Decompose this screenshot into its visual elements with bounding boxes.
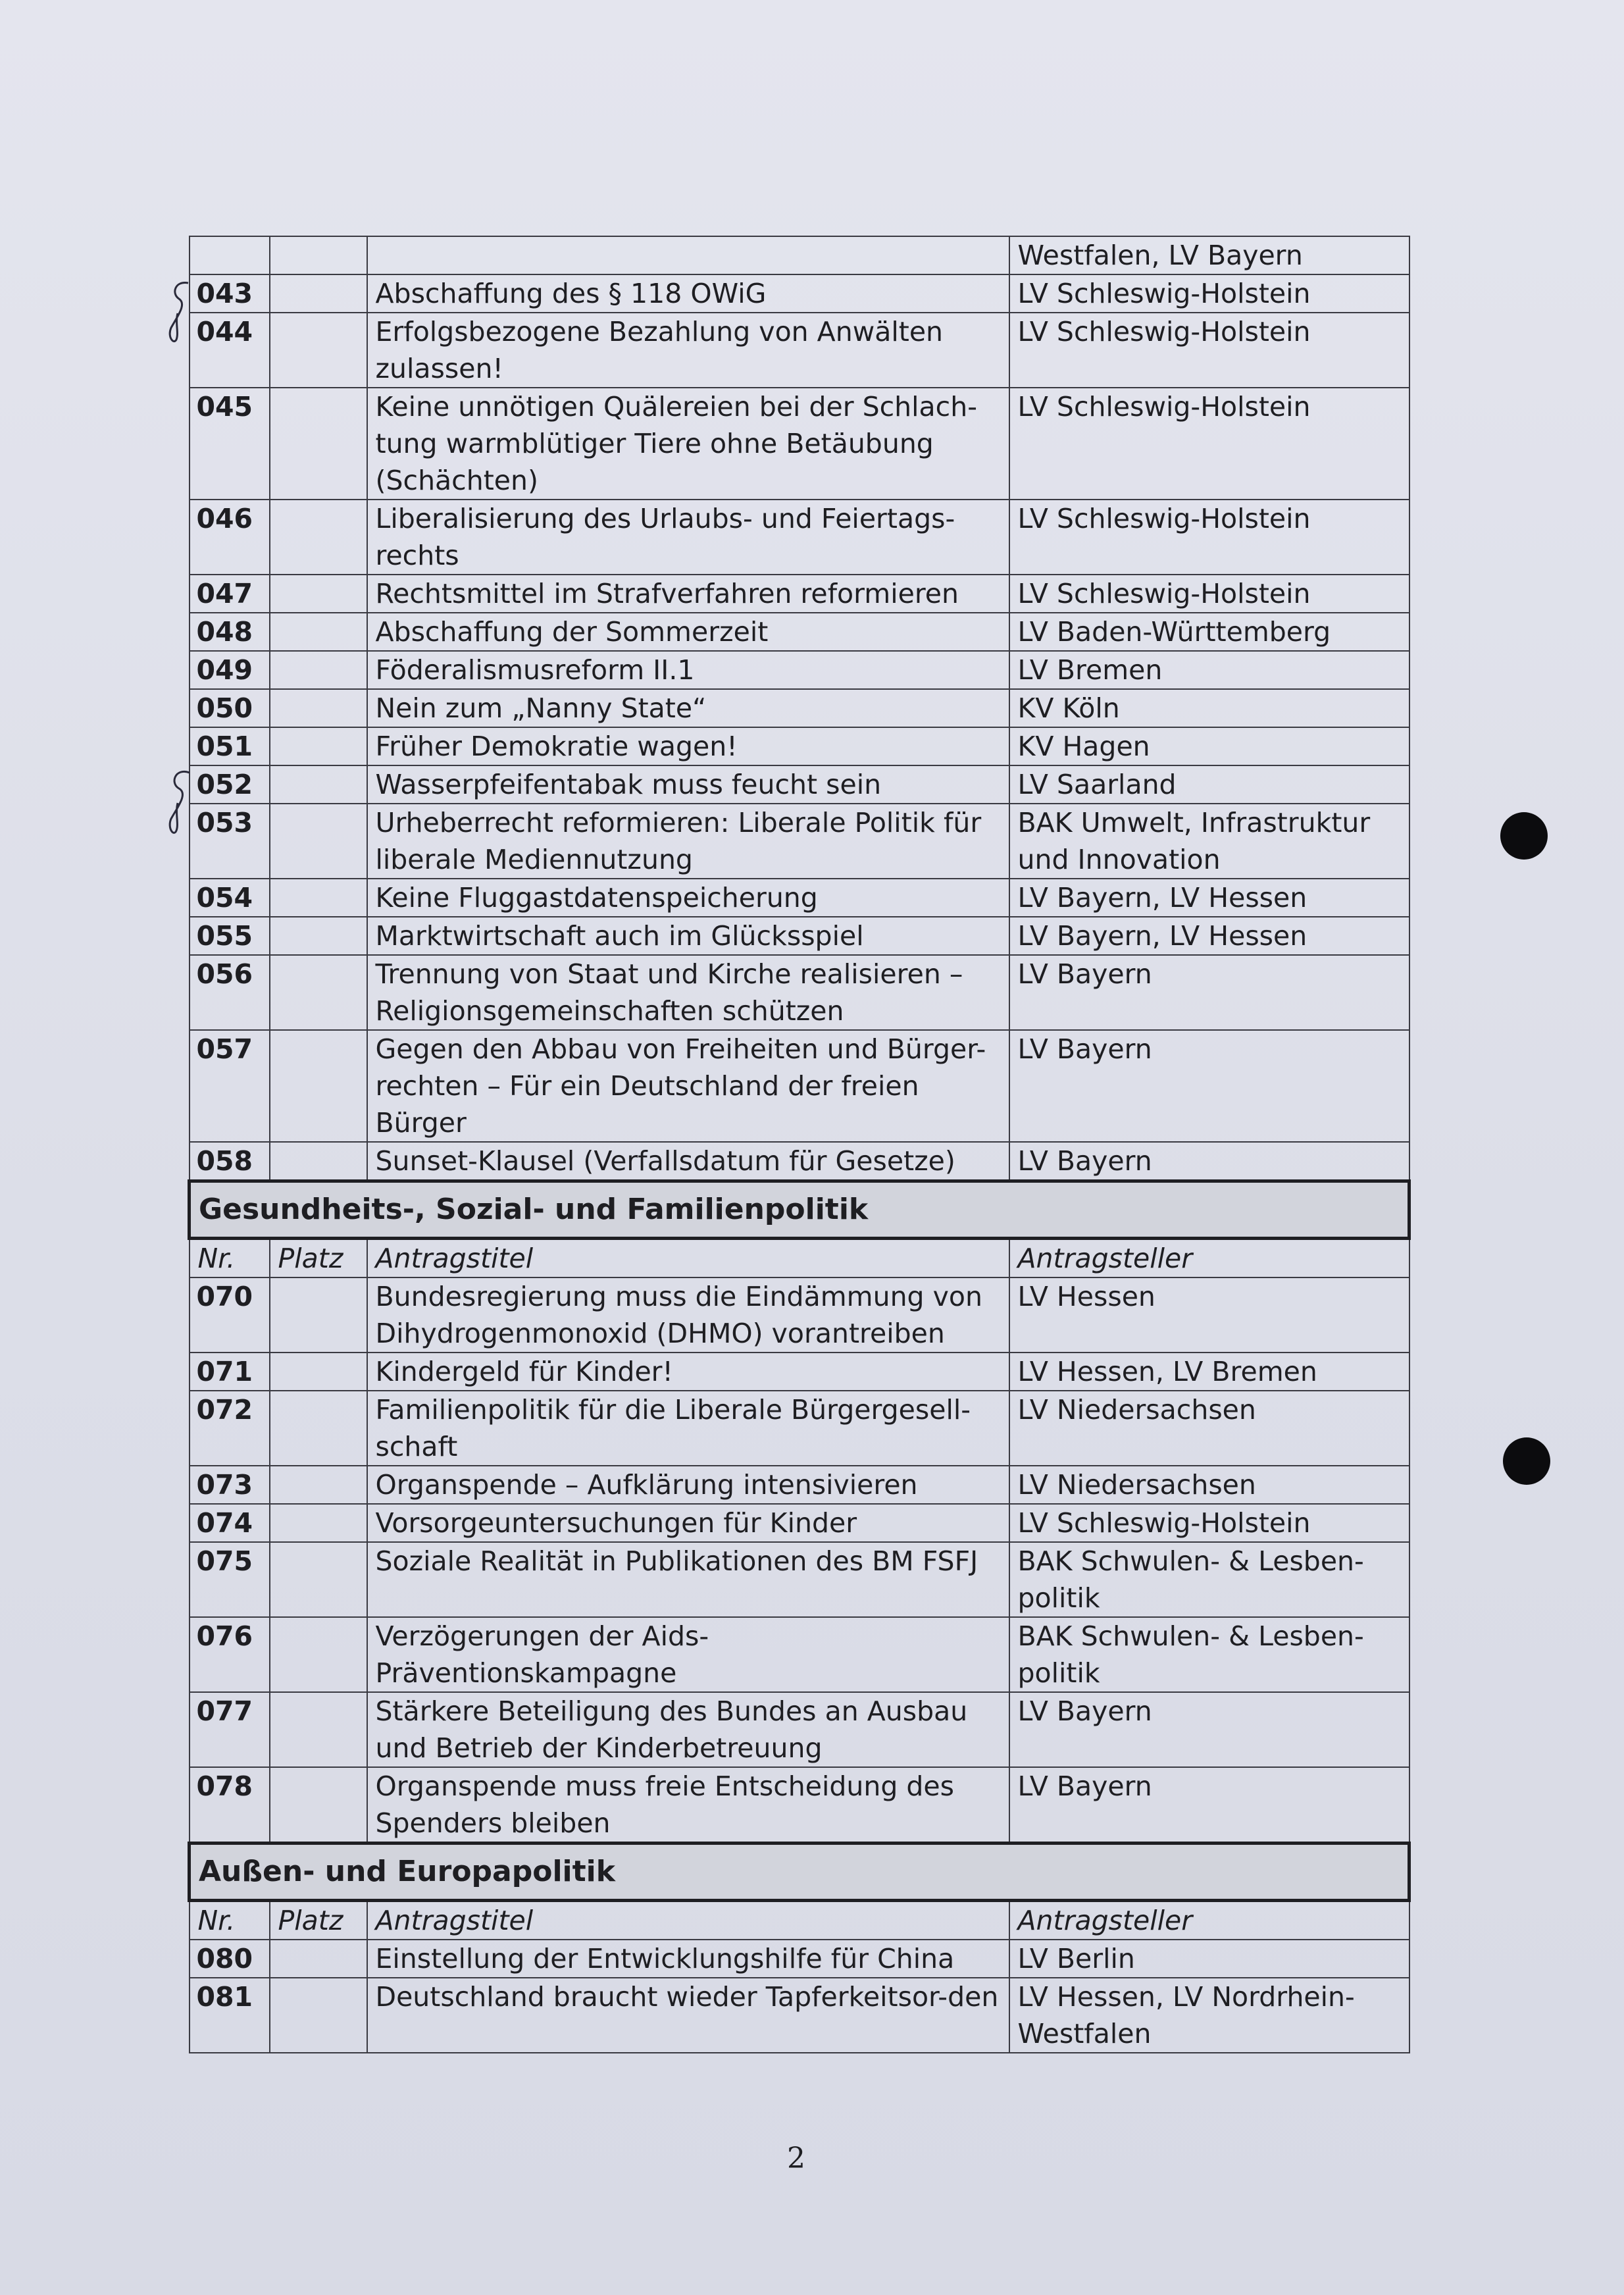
header-nr: Nr. — [190, 1239, 270, 1278]
row-nr: 071 — [190, 1353, 270, 1391]
row-antragsteller: BAK Umwelt, Infrastruktur und Innovation — [1009, 804, 1409, 879]
row-nr: 077 — [190, 1692, 270, 1767]
table-row — [190, 1617, 1409, 1692]
row-titel: Organspende muss freie Entscheidung des Spenders bleiben — [367, 1767, 1009, 1844]
row-titel — [367, 236, 1009, 274]
row-nr: 072 — [190, 1391, 270, 1466]
table-row — [190, 689, 1409, 727]
page-number: 2 — [787, 2142, 805, 2175]
row-platz — [270, 1030, 367, 1142]
row-nr: 047 — [190, 575, 270, 613]
table-row — [190, 613, 1409, 651]
row-titel: Organspende – Aufklärung intensivieren — [367, 1466, 1009, 1504]
table-row — [190, 879, 1409, 917]
row-nr: 055 — [190, 917, 270, 955]
table-row — [190, 274, 1409, 313]
row-platz — [270, 274, 367, 313]
row-titel: Kindergeld für Kinder! — [367, 1353, 1009, 1391]
row-antragsteller: LV Bayern, LV Hessen — [1009, 917, 1409, 955]
table-row — [190, 955, 1409, 1030]
table-row — [190, 1466, 1409, 1504]
table-row — [190, 388, 1409, 500]
row-antragsteller: KV Hagen — [1009, 727, 1409, 765]
table-row — [190, 1978, 1409, 2053]
row-platz — [270, 1767, 367, 1844]
row-platz — [270, 1978, 367, 2053]
row-platz — [270, 1542, 367, 1617]
row-antragsteller: LV Hessen, LV Bremen — [1009, 1353, 1409, 1391]
header-titel: Antragstitel — [367, 1239, 1009, 1278]
row-antragsteller: LV Berlin — [1009, 1940, 1409, 1978]
row-platz — [270, 500, 367, 575]
row-nr: 073 — [190, 1466, 270, 1504]
punch-hole-bottom — [1503, 1437, 1550, 1485]
header-titel: Antragstitel — [367, 1901, 1009, 1940]
row-platz — [270, 917, 367, 955]
header-platz: Platz — [270, 1239, 367, 1278]
row-antragsteller: LV Bayern, LV Hessen — [1009, 879, 1409, 917]
row-antragsteller: LV Schleswig-Holstein — [1009, 274, 1409, 313]
row-platz — [270, 765, 367, 804]
table-row — [190, 1542, 1409, 1617]
row-antragsteller: LV Saarland — [1009, 765, 1409, 804]
table-row-continued — [190, 236, 1409, 274]
table-row — [190, 727, 1409, 765]
row-nr: 056 — [190, 955, 270, 1030]
row-platz — [270, 689, 367, 727]
row-nr: 070 — [190, 1277, 270, 1353]
row-titel: Rechtsmittel im Strafverfahren reformieren — [367, 575, 1009, 613]
table-row — [190, 1030, 1409, 1142]
column-header-row — [190, 1239, 1409, 1278]
table-row — [190, 1692, 1409, 1767]
row-nr: 078 — [190, 1767, 270, 1844]
table-row — [190, 1504, 1409, 1542]
row-antragsteller: LV Baden-Württemberg — [1009, 613, 1409, 651]
header-antragsteller: Antragsteller — [1009, 1901, 1409, 1940]
row-titel: Sunset-Klausel (Verfallsdatum für Gesetze) — [367, 1142, 1009, 1181]
row-nr — [190, 236, 270, 274]
row-antragsteller: LV Schleswig-Holstein — [1009, 388, 1409, 500]
row-platz — [270, 575, 367, 613]
row-platz — [270, 1692, 367, 1767]
row-platz — [270, 804, 367, 879]
row-antragsteller: LV Schleswig-Holstein — [1009, 500, 1409, 575]
row-antragsteller: BAK Schwulen- & Lesben-politik — [1009, 1617, 1409, 1692]
row-antragsteller: Westfalen, LV Bayern — [1009, 236, 1409, 274]
row-titel: Erfolgsbezogene Bezahlung von Anwälten zulassen! — [367, 313, 1009, 388]
row-titel: Keine unnötigen Quälereien bei der Schlach-tung warmblütiger Tiere ohne Betäubung (Schächten) — [367, 388, 1009, 500]
row-platz — [270, 388, 367, 500]
row-nr: 074 — [190, 1504, 270, 1542]
table-row — [190, 1940, 1409, 1978]
row-titel: Verzögerungen der Aids-Präventionskampagne — [367, 1617, 1009, 1692]
table-row — [190, 1391, 1409, 1466]
row-platz — [270, 955, 367, 1030]
header-nr: Nr. — [190, 1901, 270, 1940]
row-nr: 053 — [190, 804, 270, 879]
row-nr: 049 — [190, 651, 270, 689]
table-row — [190, 804, 1409, 879]
table-row — [190, 1353, 1409, 1391]
row-antragsteller: LV Niedersachsen — [1009, 1391, 1409, 1466]
table-row — [190, 1142, 1409, 1181]
row-antragsteller: LV Hessen — [1009, 1277, 1409, 1353]
row-antragsteller: LV Bayern — [1009, 1767, 1409, 1844]
row-platz — [270, 1277, 367, 1353]
row-antragsteller: LV Bayern — [1009, 1692, 1409, 1767]
row-antragsteller: BAK Schwulen- & Lesben-politik — [1009, 1542, 1409, 1617]
header-antragsteller: Antragsteller — [1009, 1239, 1409, 1278]
table-row — [190, 575, 1409, 613]
row-nr: 076 — [190, 1617, 270, 1692]
row-titel: Wasserpfeifentabak muss feucht sein — [367, 765, 1009, 804]
handwritten-check-mark-2 — [161, 763, 196, 842]
row-antragsteller: LV Hessen, LV Nordrhein-Westfalen — [1009, 1978, 1409, 2053]
row-nr: 052 — [190, 765, 270, 804]
row-titel: Deutschland braucht wieder Tapferkeitsor-den — [367, 1978, 1009, 2053]
row-titel: Liberalisierung des Urlaubs- und Feiertags-rechts — [367, 500, 1009, 575]
row-nr: 054 — [190, 879, 270, 917]
row-titel: Keine Fluggastdatenspeicherung — [367, 879, 1009, 917]
row-titel: Stärkere Beteiligung des Bundes an Ausbau und Betrieb der Kinderbetreuung — [367, 1692, 1009, 1767]
section-title: Gesundheits-, Sozial- und Familienpolitik — [190, 1181, 1409, 1239]
row-nr: 057 — [190, 1030, 270, 1142]
table-row — [190, 500, 1409, 575]
row-titel: Marktwirtschaft auch im Glücksspiel — [367, 917, 1009, 955]
row-nr: 043 — [190, 274, 270, 313]
header-platz: Platz — [270, 1901, 367, 1940]
column-header-row — [190, 1901, 1409, 1940]
row-titel: Soziale Realität in Publikationen des BM FSFJ — [367, 1542, 1009, 1617]
motion-table — [188, 236, 1411, 2053]
table-row — [190, 765, 1409, 804]
row-nr: 051 — [190, 727, 270, 765]
section-header-gesundheit — [190, 1181, 1409, 1239]
punch-hole-top — [1500, 812, 1548, 860]
row-titel: Bundesregierung muss die Eindämmung von Dihydrogenmonoxid (DHMO) vorantreiben — [367, 1277, 1009, 1353]
row-nr: 080 — [190, 1940, 270, 1978]
row-nr: 075 — [190, 1542, 270, 1617]
row-titel: Familienpolitik für die Liberale Bürgergesell-schaft — [367, 1391, 1009, 1466]
row-titel: Abschaffung der Sommerzeit — [367, 613, 1009, 651]
row-platz — [270, 1353, 367, 1391]
table-row — [190, 1767, 1409, 1844]
row-antragsteller: LV Bremen — [1009, 651, 1409, 689]
row-platz — [270, 879, 367, 917]
row-platz — [270, 1504, 367, 1542]
row-antragsteller: LV Bayern — [1009, 1030, 1409, 1142]
table-row — [190, 651, 1409, 689]
row-antragsteller: LV Schleswig-Holstein — [1009, 1504, 1409, 1542]
row-platz — [270, 1142, 367, 1181]
row-platz — [270, 1466, 367, 1504]
row-nr: 048 — [190, 613, 270, 651]
row-platz — [270, 1940, 367, 1978]
row-antragsteller: LV Schleswig-Holstein — [1009, 575, 1409, 613]
row-antragsteller: KV Köln — [1009, 689, 1409, 727]
row-antragsteller: LV Niedersachsen — [1009, 1466, 1409, 1504]
row-titel: Trennung von Staat und Kirche realisieren – Religionsgemeinschaften schützen — [367, 955, 1009, 1030]
row-nr: 046 — [190, 500, 270, 575]
section-header-aussen — [190, 1844, 1409, 1901]
handwritten-check-mark-1 — [162, 276, 195, 349]
row-titel: Gegen den Abbau von Freiheiten und Bürger-rechten – Für ein Deutschland der freien Bürger — [367, 1030, 1009, 1142]
row-antragsteller: LV Bayern — [1009, 955, 1409, 1030]
row-platz — [270, 727, 367, 765]
row-nr: 044 — [190, 313, 270, 388]
table-row — [190, 917, 1409, 955]
row-titel: Früher Demokratie wagen! — [367, 727, 1009, 765]
row-titel: Abschaffung des § 118 OWiG — [367, 274, 1009, 313]
row-nr: 081 — [190, 1978, 270, 2053]
row-nr: 045 — [190, 388, 270, 500]
row-titel: Vorsorgeuntersuchungen für Kinder — [367, 1504, 1009, 1542]
row-titel: Nein zum „Nanny State“ — [367, 689, 1009, 727]
section-title: Außen- und Europapolitik — [190, 1844, 1409, 1901]
row-antragsteller: LV Schleswig-Holstein — [1009, 313, 1409, 388]
row-platz — [270, 1391, 367, 1466]
row-nr: 050 — [190, 689, 270, 727]
row-titel: Föderalismusreform II.1 — [367, 651, 1009, 689]
row-platz — [270, 1617, 367, 1692]
row-antragsteller: LV Bayern — [1009, 1142, 1409, 1181]
table-row — [190, 313, 1409, 388]
row-platz — [270, 613, 367, 651]
row-titel: Einstellung der Entwicklungshilfe für China — [367, 1940, 1009, 1978]
row-platz — [270, 651, 367, 689]
row-nr: 058 — [190, 1142, 270, 1181]
row-platz — [270, 236, 367, 274]
row-platz — [270, 313, 367, 388]
table-row — [190, 1277, 1409, 1353]
row-titel: Urheberrecht reformieren: Liberale Politik für liberale Mediennutzung — [367, 804, 1009, 879]
